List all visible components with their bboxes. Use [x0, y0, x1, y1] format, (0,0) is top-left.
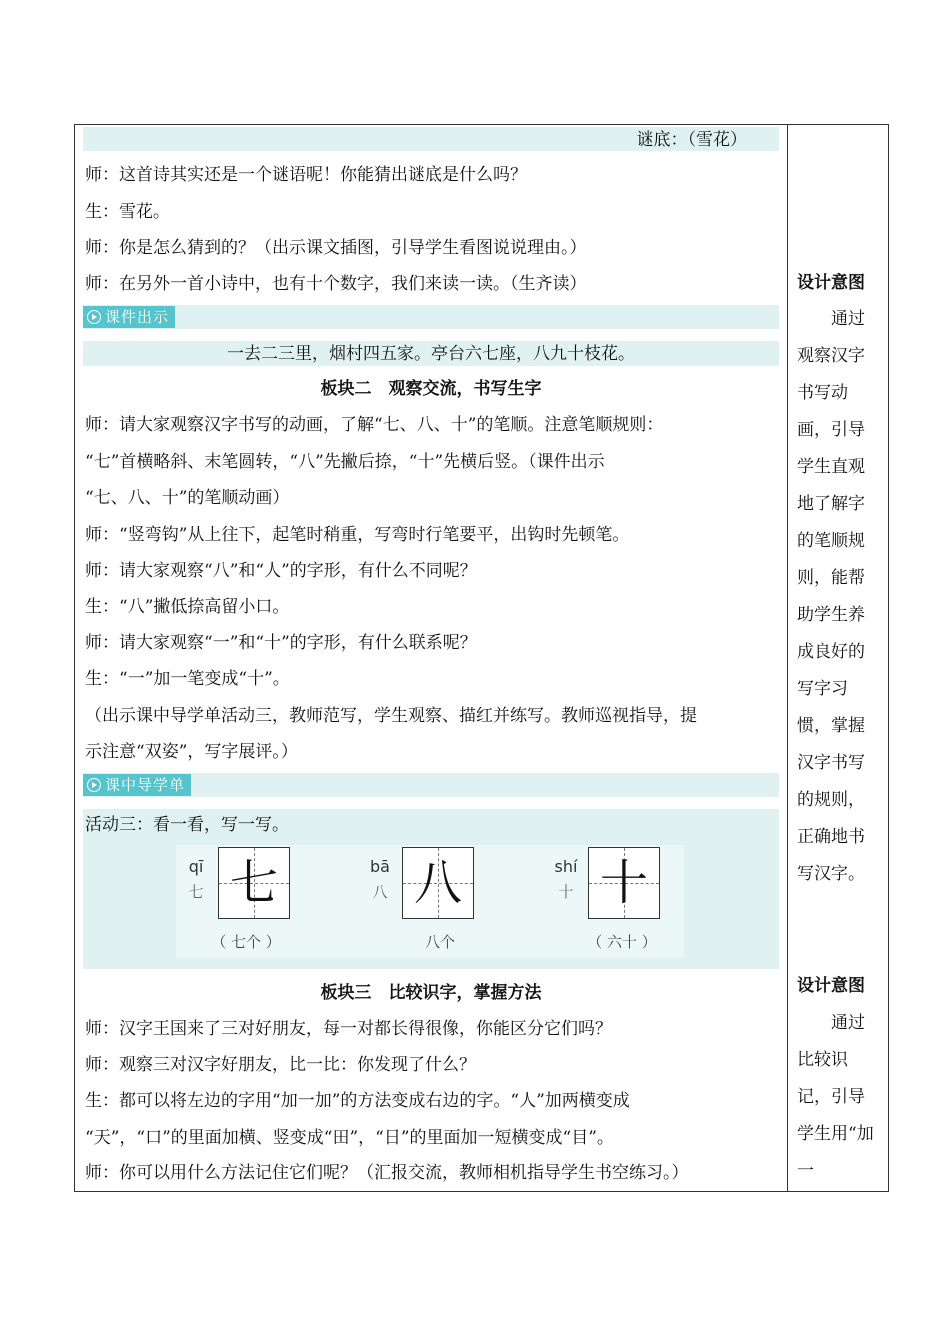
answer-text: （ 六十 ） — [587, 933, 657, 951]
dialogue-line: 师：这首诗其实还是一个谜语呢！你能猜出谜底是什么吗？ — [85, 165, 527, 185]
dialogue-line: （出示课中导学单活动三，教师范写，学生观察、描红并练写。教师巡视指导，提 — [85, 706, 697, 726]
dialogue-line: 师：汉字王国来了三对好朋友，每一对都长得很像，你能区分它们吗？ — [85, 1019, 612, 1039]
character-label: 八 — [372, 883, 388, 901]
writing-card — [360, 845, 520, 957]
dialogue-line: 师：你可以用什么方法记住它们呢？（汇报交流，教师相机指导学生书空练习。） — [85, 1163, 689, 1183]
guide-band — [83, 773, 779, 797]
design-intent-title: 设计意图 — [797, 976, 865, 996]
courseware-band — [83, 305, 779, 329]
answer-text: 八个 — [424, 933, 455, 951]
pinyin-label: shí — [554, 857, 578, 876]
column-divider — [787, 125, 788, 1191]
dialogue-line: “七”首横略斜、末笔圆转，“八”先撇后捺，“十”先横后竖。（课件出示 — [85, 452, 605, 472]
guide-tag — [83, 774, 191, 796]
section-heading-3: 板块三 比较识字，掌握方法 — [320, 983, 542, 1003]
poem-band — [83, 341, 779, 366]
tian-grid — [218, 847, 290, 919]
dialogue-line: 师：观察三对汉字好朋友，比一比：你发现了什么？ — [85, 1055, 476, 1075]
character-label: 十 — [558, 883, 574, 901]
lesson-table — [74, 124, 889, 1192]
design-intent-text: 通过比较识记，引导学生用“加一 — [797, 1013, 874, 1181]
design-intent-text: 通过观察汉字书写动画，引导学生直观地了解字的笔顺规则，能帮助学生养成良好的写字习惯，掌握汉字书写的规则，正确地书写汉字。 — [797, 309, 865, 884]
dialogue-line: 生：都可以将左边的字用“加一加”的方法变成右边的字。“人”加两横变成 — [85, 1091, 630, 1111]
grid-character: 十 — [599, 855, 648, 911]
play-icon — [87, 778, 101, 792]
tian-grid — [588, 847, 660, 919]
dialogue-line: 生：“一”加一笔变成“十”。 — [85, 669, 290, 689]
section-heading-2: 板块二 观察交流，书写生字 — [320, 379, 542, 399]
dialogue-line: “七、八、十”的笔顺动画） — [85, 488, 290, 508]
riddle-answer: 谜底：（雪花） — [636, 130, 747, 150]
activity-box — [83, 809, 779, 969]
dialogue-line: 师：在另外一首小诗中，也有十个数字，我们来读一读。（生齐读） — [85, 274, 587, 294]
dialogue-line: 生：雪花。 — [85, 202, 170, 222]
play-icon — [87, 310, 101, 324]
activity-title: 活动三：看一看，写一写。 — [85, 815, 289, 835]
grid-character: 八 — [413, 855, 462, 911]
dialogue-line: 师：请大家观察“一”和“十”的字形，有什么联系呢？ — [85, 633, 477, 653]
writing-cards — [176, 845, 684, 957]
poem-text: 一去二三里，烟村四五家。亭台六七座，八九十枝花。 — [227, 344, 635, 364]
riddle-band — [83, 127, 779, 151]
writing-card — [176, 845, 336, 957]
dialogue-line: 师：“竖弯钩”从上往下，起笔时稍重，写弯时行笔要平，出钩时先顿笔。 — [85, 525, 630, 545]
writing-card — [546, 845, 706, 957]
dialogue-line: 示注意“双姿”，写字展评。） — [85, 742, 298, 762]
character-label: 七 — [188, 883, 204, 901]
tian-grid — [402, 847, 474, 919]
pinyin-label: qī — [188, 857, 204, 876]
dialogue-line: 师：请大家观察汉字书写的动画，了解“七、八、十”的笔顺。注意笔顺规则： — [85, 415, 664, 435]
pinyin-label: bā — [370, 857, 390, 876]
dialogue-line: 师：你是怎么猜到的？（出示课文插图，引导学生看图说说理由。） — [85, 238, 587, 258]
answer-text: （ 七个 ） — [211, 933, 281, 951]
dialogue-line: “天”，“口”的里面加横、竖变成“田”，“日”的里面加一短横变成“目”。 — [85, 1128, 614, 1148]
courseware-tag — [83, 306, 175, 328]
guide-tag-label: 课中导学单 — [105, 776, 186, 794]
dialogue-line: 生：“八”撇低捺高留小口。 — [85, 597, 290, 617]
dialogue-line: 师：请大家观察“八”和“人”的字形，有什么不同呢？ — [85, 561, 477, 581]
courseware-tag-label: 课件出示 — [105, 308, 170, 326]
grid-character: 七 — [229, 855, 278, 911]
design-intent-title: 设计意图 — [797, 273, 865, 293]
